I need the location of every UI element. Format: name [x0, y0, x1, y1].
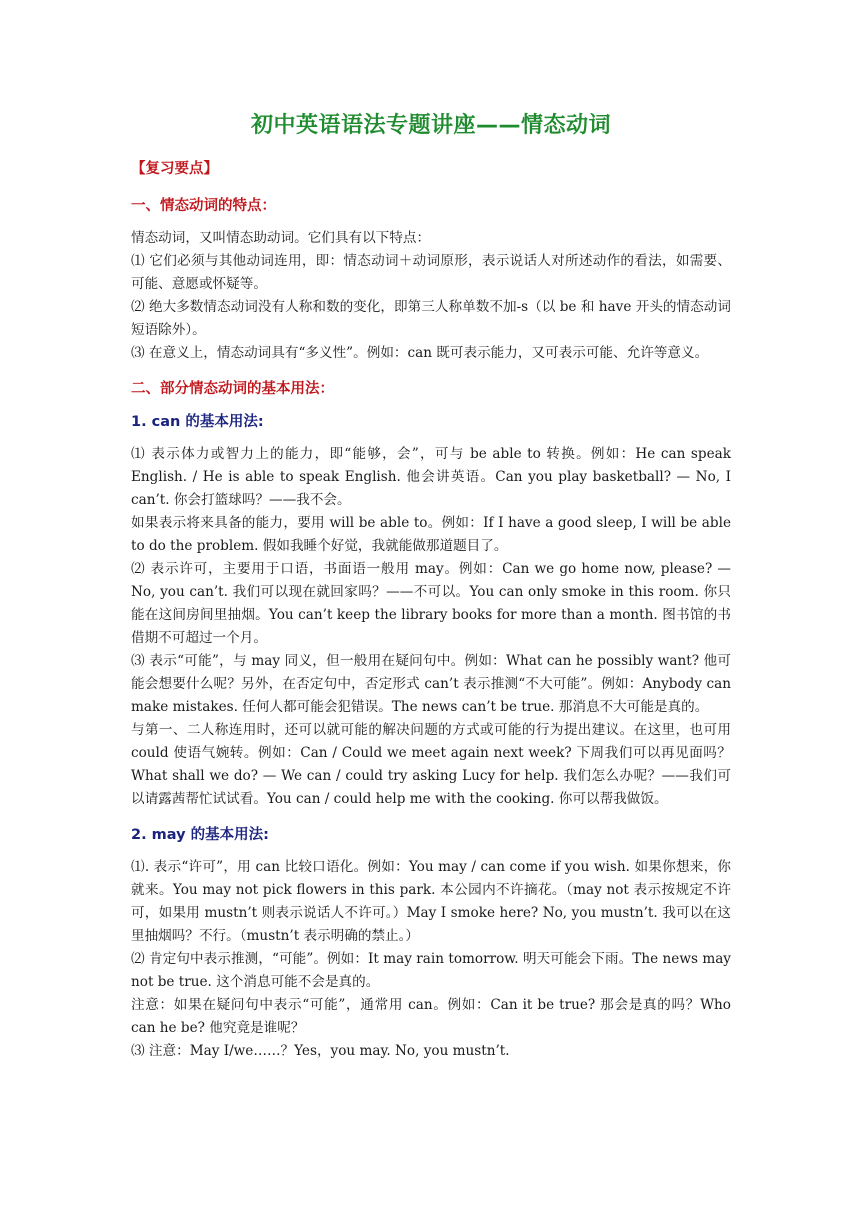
- document-title: 初中英语语法专题讲座——情态动词: [250, 113, 611, 138]
- paragraph: 注意：如果在疑问句中表示“可能”，通常用 can。例如：Can it be true? 那会是真的吗？Who can he be? 他究竟是谁呢？: [131, 997, 731, 1036]
- paragraph: ⑴ 它们必须与其他动词连用，即：情态动词＋动词原形，表示说话人对所述动作的看法，如需要、可能、意愿或怀疑等。: [131, 253, 731, 292]
- paragraph: ⑵ 肯定句中表示推测，“可能”。例如：It may rain tomorrow. 明天可能会下雨。The news may not be true. 这个消息可能不会是真的。: [131, 951, 731, 990]
- paragraph: ⑵ 表示许可，主要用于口语，书面语一般用 may。例如：Can we go home now, please? — No, you can’t. 我们可以现在就回家吗？——不可以。You can only smoke in this room. 你只能在这间房间里抽烟。You can’t keep the library books for more than a month. 图书馆的书借期不可超过一个月。: [131, 561, 731, 646]
- section-heading-usage: 二、部分情态动词的基本用法：: [131, 381, 334, 397]
- subheading-may: 2. may 的基本用法:: [131, 827, 269, 843]
- paragraph: ⑵ 绝大多数情态动词没有人称和数的变化，即第三人称单数不加-s（以 be 和 have 开头的情态动词短语除外）。: [131, 299, 731, 338]
- paragraph: 如果表示将来具备的能力，要用 will be able to。例如：If I have a good sleep, I will be able to do the problem. 假如我睡个好觉，我就能做那道题目了。: [131, 515, 731, 554]
- paragraph: ⑶ 在意义上，情态动词具有“多义性”。例如：can 既可表示能力，又可表示可能、允许等意义。: [131, 345, 709, 361]
- subheading-can: 1. can 的基本用法:: [131, 414, 264, 430]
- paragraph: 与第一、二人称连用时，还可以就可能的解决问题的方式或可能的行为提出建议。在这里，也可用 could 使语气婉转。例如：Can / Could we meet again next week? 下周我们可以再见面吗？What shall we do? — We can / could try asking Lucy for help. 我们怎么办呢？——我们可以请露茜帮忙试试看。You can / could help me with the cooking. 你可以帮我做饭。: [131, 722, 731, 807]
- document-content: [131, 108, 731, 1063]
- paragraph: ⑴. 表示“许可”，用 can 比较口语化。例如：You may / can come if you wish. 如果你想来，你就来。You may not pick flowers in this park. 本公园内不许摘花。（may not 表示按规定不许可，如果用 mustn’t 则表示说话人不许可。）May I smoke here? No, you mustn’t. 我可以在这里抽烟吗？不行。（mustn’t 表示明确的禁止。）: [131, 859, 731, 944]
- paragraph: 情态动词，又叫情态助动词。它们具有以下特点：: [131, 230, 431, 246]
- section-heading-features: 一、情态动词的特点：: [131, 198, 276, 214]
- paragraph: ⑶ 注意：May I/we……？Yes，you may. No, you mustn’t.: [131, 1043, 510, 1059]
- paragraph: ⑴ 表示体力或智力上的能力，即“能够，会”，可与 be able to 转换。例如：He can speak English. / He is able to speak English. 他会讲英语。Can you play basketball? — No, I can’t. 你会打篮球吗？——我不会。: [131, 446, 731, 508]
- review-points-tag: 【复习要点】: [131, 161, 218, 177]
- paragraph: ⑶ 表示“可能”，与 may 同义，但一般用在疑问句中。例如：What can he possibly want? 他可能会想要什么呢？另外，在否定句中，否定形式 can’t 表示推测“不大可能”。例如：Anybody can make mistakes. 任何人都可能会犯错误。The news can’t be true. 那消息不大可能是真的。: [131, 653, 731, 715]
